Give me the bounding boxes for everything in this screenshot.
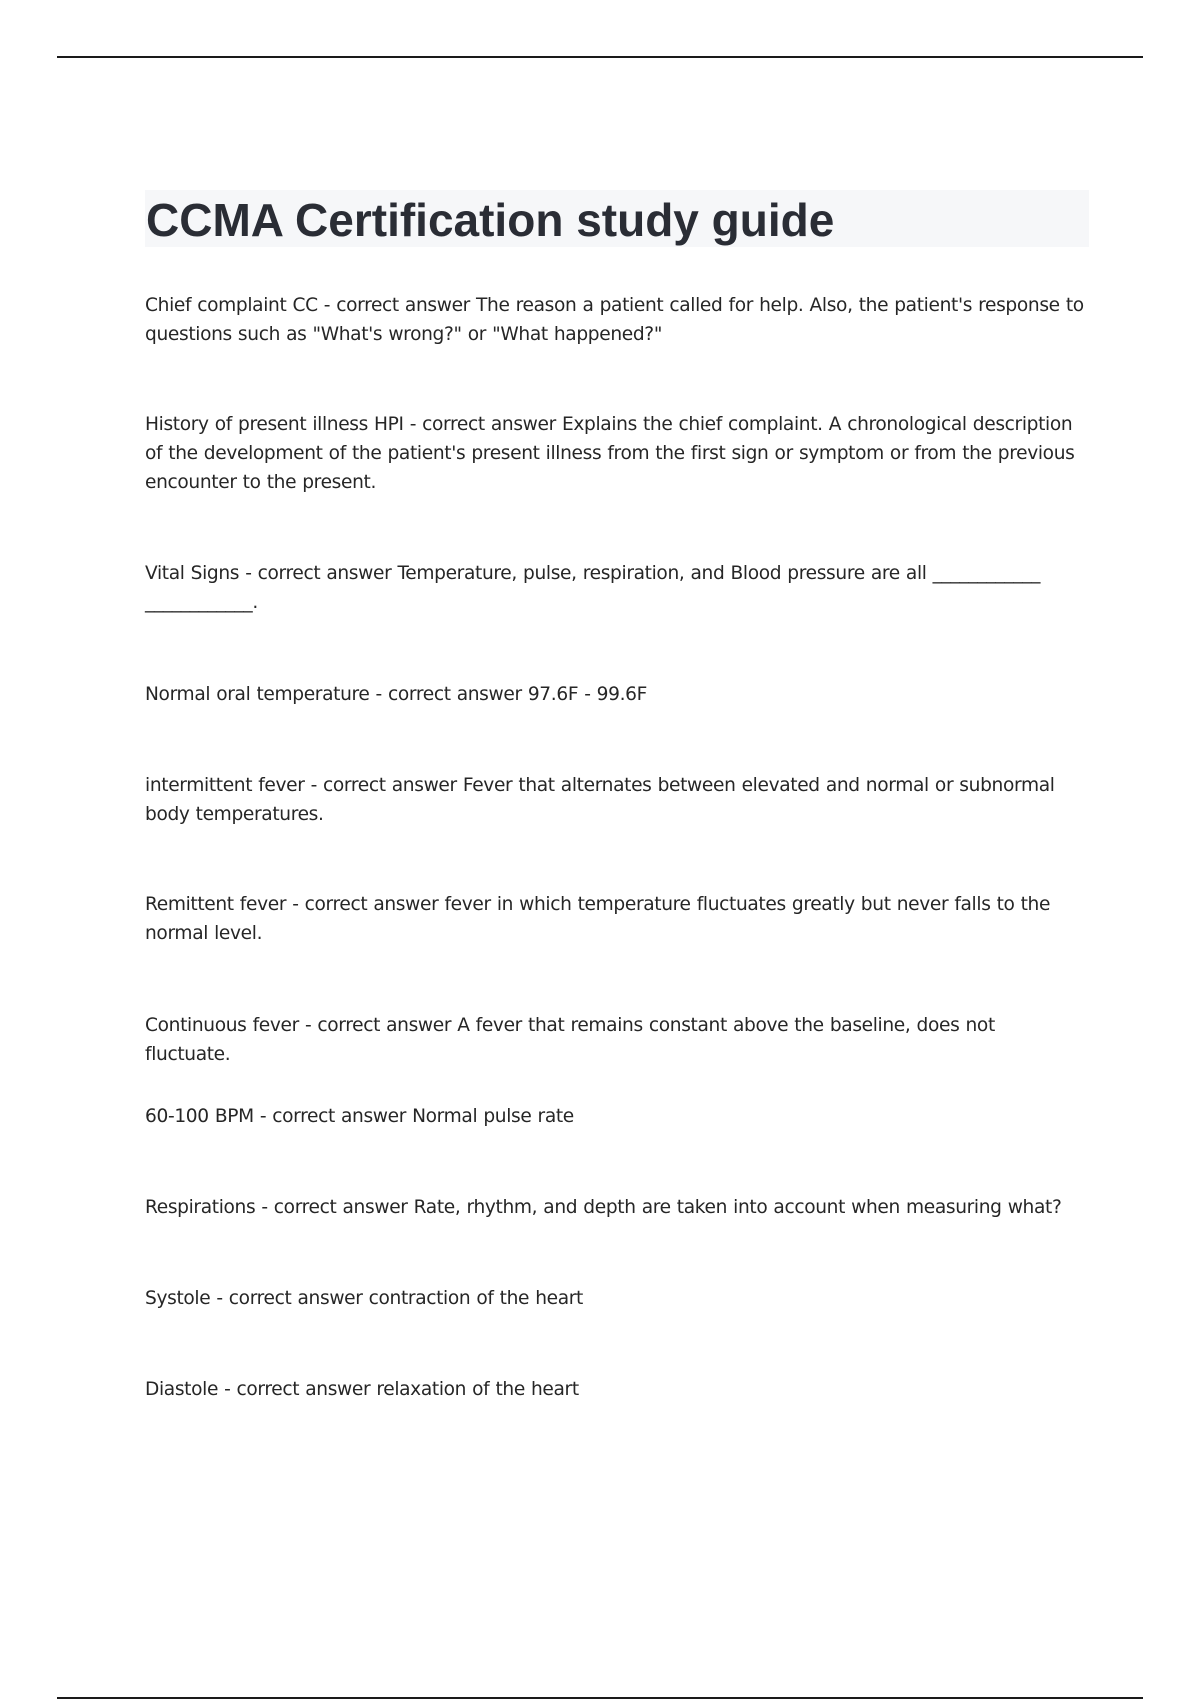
entry-diastole: Diastole - correct answer relaxation of the heart — [145, 1379, 579, 1400]
entry-pulse-rate: 60-100 BPM - correct answer Normal pulse rate — [145, 1106, 574, 1127]
entry-remittent-fever: Remittent fever - correct answer fever in which temperature fluctuates greatly but never falls to the normal level. — [145, 894, 1051, 944]
entry-vital-signs — [145, 559, 1085, 617]
entry-intermittent-fever: intermittent fever - correct answer Fever that alternates between elevated and normal or subnormal body temperatures. — [145, 775, 1055, 825]
page-title: CCMA Certification study guide — [146, 194, 835, 246]
entry-respirations: Respirations - correct answer Rate, rhythm, and depth are taken into account when measuring what? — [145, 1197, 1062, 1218]
entry-chief-complaint: Chief complaint CC - correct answer The reason a patient called for help. Also, the patient's response to questions such as "What's wrong?" or "What happened?" — [145, 295, 1084, 345]
entry-normal-oral-temperature: Normal oral temperature - correct answer 97.6F - 99.6F — [145, 684, 647, 705]
entry-history-present-illness: History of present illness HPI - correct answer Explains the chief complaint. A chronological description of the development of the patient's present illness from the first sign or symptom or from the previous encounter to the present. — [145, 414, 1075, 493]
entry-continuous-fever: Continuous fever - correct answer A fever that remains constant above the baseline, does not fluctuate. — [145, 1015, 995, 1065]
entry-vital-signs-blank: ____________. — [145, 592, 258, 613]
bottom-rule — [57, 1697, 1143, 1699]
top-rule — [57, 56, 1143, 58]
entry-vital-signs-text: Vital Signs - correct answer Temperature, pulse, respiration, and Blood pressure are all ____________ — [145, 563, 1041, 584]
entry-systole: Systole - correct answer contraction of the heart — [145, 1288, 584, 1309]
